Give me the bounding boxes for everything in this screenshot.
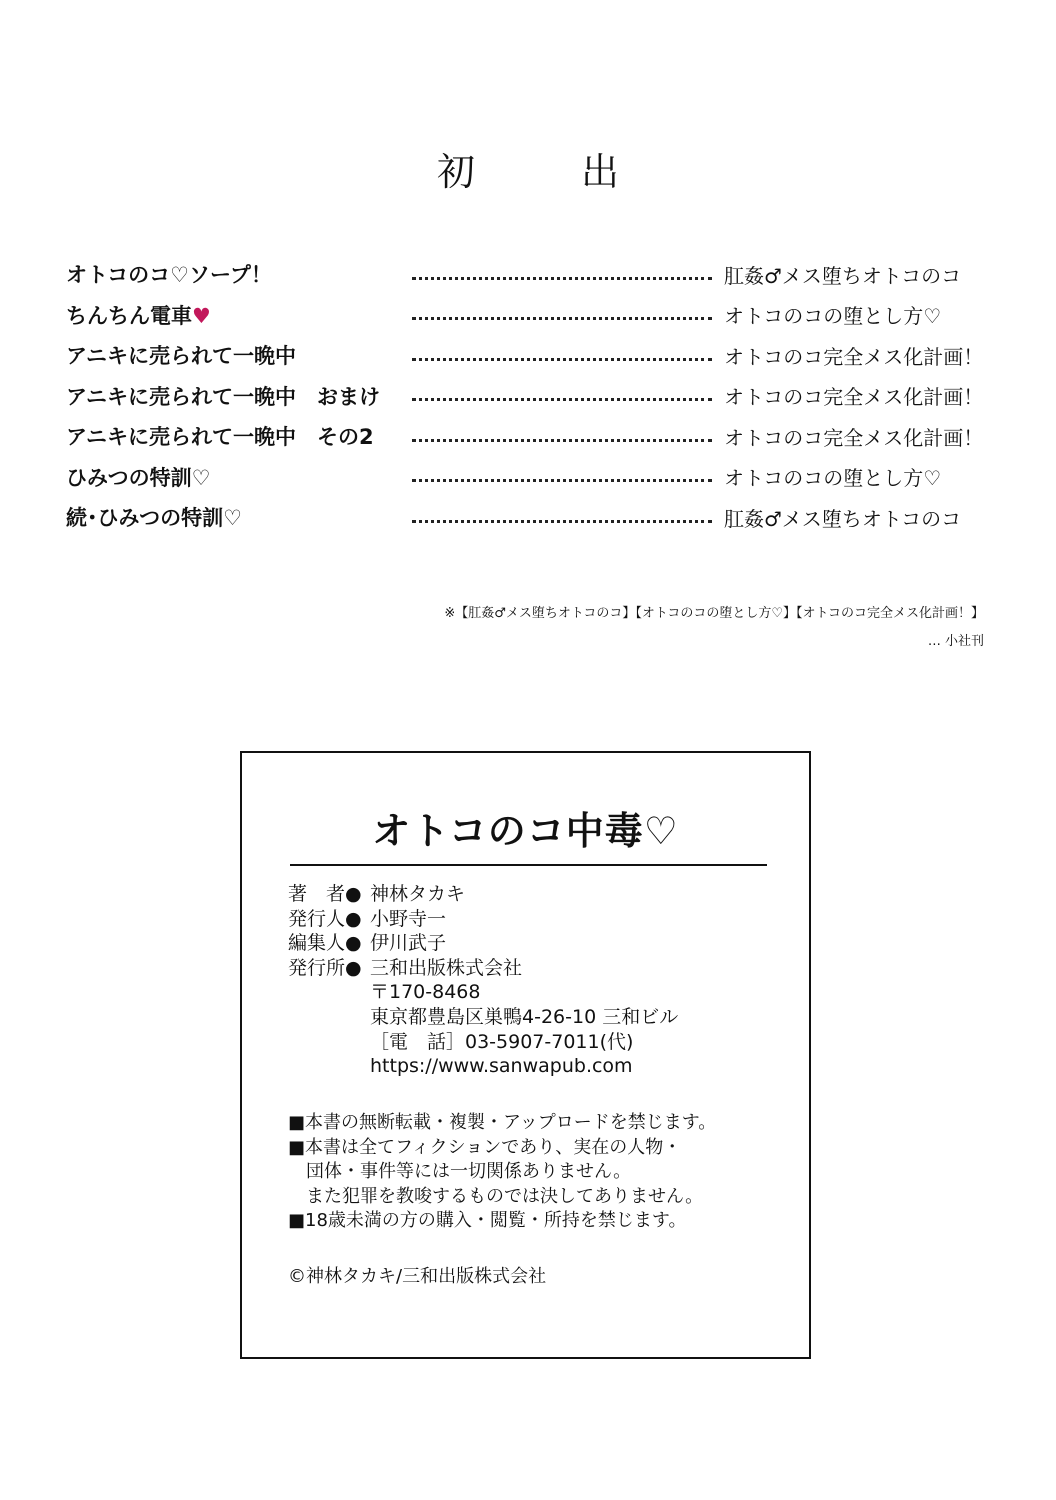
street-address: 東京都豊島区巣鴨4-26-10 三和ビル bbox=[370, 1005, 679, 1028]
source-title: オトコのコ完全メス化計画！ bbox=[724, 344, 984, 369]
story-title: アニキに売られて一晩中 その2 bbox=[66, 425, 374, 450]
page-heading: 初 出 bbox=[436, 150, 653, 194]
title-rule bbox=[290, 864, 767, 866]
source-note bbox=[444, 600, 984, 656]
source-note-publisher: … 小社刊 bbox=[927, 634, 984, 649]
story-title: ちんちん電車♥ bbox=[66, 303, 211, 328]
credit-name: 三和出版株式会社 bbox=[370, 956, 523, 979]
appearance-row bbox=[66, 295, 996, 336]
credit-role: 発行所● bbox=[288, 956, 362, 979]
source-title: オトコのコの堕とし方♡ bbox=[724, 466, 942, 491]
appearance-row bbox=[66, 497, 996, 538]
first-appearance-list bbox=[66, 254, 996, 538]
credit-name: 小野寺一 bbox=[370, 907, 447, 930]
heart-icon: ♥ bbox=[192, 303, 211, 328]
notice-line: 団体・事件等には一切関係ありません。 bbox=[306, 1161, 632, 1182]
source-title: オトコのコ完全メス化計画！ bbox=[724, 385, 984, 410]
credit-publisher bbox=[288, 907, 678, 932]
credit-role: 編集人● bbox=[288, 932, 362, 955]
source-title: 肛姦♂メス堕ちオトコのコ bbox=[724, 506, 962, 531]
copyright: ©神林タカキ/三和出版株式会社 bbox=[288, 1266, 547, 1287]
leader-dots bbox=[412, 354, 712, 361]
leader-dots bbox=[412, 273, 712, 280]
credits-block bbox=[288, 882, 678, 1079]
notice-line: また犯罪を教唆するものでは決してありません。 bbox=[306, 1185, 704, 1207]
leader-dots bbox=[412, 435, 712, 442]
story-title: アニキに売られて一晩中 bbox=[66, 344, 296, 369]
credit-publishing-house bbox=[288, 956, 678, 981]
postal-code: 〒170-8468 bbox=[370, 981, 481, 1004]
story-title: 続･ひみつの特訓♡ bbox=[66, 506, 242, 531]
notices-block bbox=[288, 1111, 716, 1234]
story-title: ひみつの特訓♡ bbox=[66, 465, 211, 490]
credit-role: 発行人● bbox=[288, 907, 362, 930]
phone-number: ［電 話］03-5907-7011(代) bbox=[370, 1030, 634, 1053]
website-url: https://www.sanwapub.com bbox=[370, 1055, 633, 1078]
colophon-box bbox=[240, 751, 811, 1359]
credit-name: 伊川武子 bbox=[370, 932, 447, 955]
source-note-line: ※【肛姦♂メス堕ちオトコのコ】【オトコのコの堕とし方♡】【オトコのコ完全メス化計画！】 bbox=[444, 606, 984, 621]
notice-line: ■本書の無断転載・複製・アップロードを禁じます。 bbox=[288, 1112, 717, 1133]
source-title: オトコのコ完全メス化計画！ bbox=[724, 425, 984, 450]
story-title: オトコのコ♡ソープ！ bbox=[66, 263, 272, 288]
notice-line: ■本書は全てフィクションであり、実在の人物・ bbox=[288, 1136, 682, 1158]
source-title: オトコのコの堕とし方♡ bbox=[724, 304, 942, 329]
credit-author bbox=[288, 882, 678, 907]
appearance-row bbox=[66, 376, 996, 417]
credit-name: 神林タカキ bbox=[370, 883, 466, 905]
appearance-row bbox=[66, 254, 996, 295]
leader-dots bbox=[412, 394, 712, 401]
story-title: アニキに売られて一晩中 おまけ bbox=[66, 384, 380, 409]
credit-editor bbox=[288, 931, 678, 956]
appearance-row bbox=[66, 335, 996, 376]
source-title: 肛姦♂メス堕ちオトコのコ bbox=[724, 263, 962, 288]
notice-line: ■18歳未満の方の購入・閲覧・所持を禁じます。 bbox=[288, 1210, 687, 1231]
leader-dots bbox=[412, 516, 712, 523]
leader-dots bbox=[412, 313, 712, 320]
credit-role: 著 者● bbox=[288, 883, 362, 905]
appearance-row bbox=[66, 416, 996, 457]
book-title: オトコのコ中毒♡ bbox=[372, 808, 679, 853]
leader-dots bbox=[412, 475, 712, 482]
appearance-row bbox=[66, 457, 996, 498]
